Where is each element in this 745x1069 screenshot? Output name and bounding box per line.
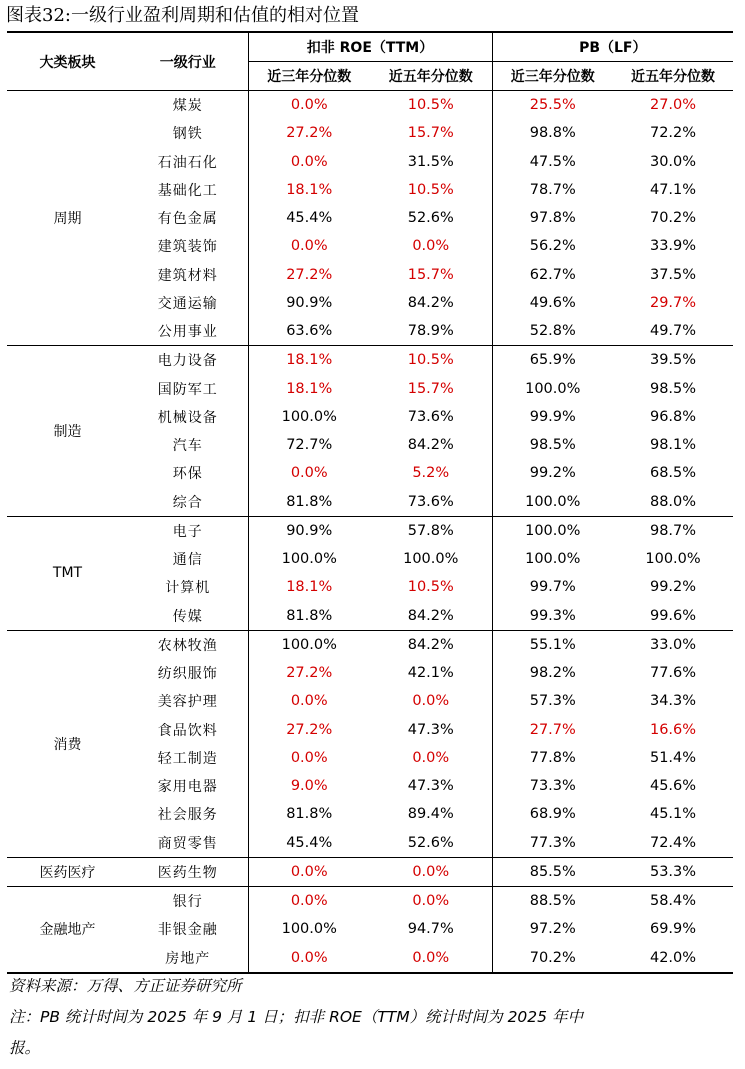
pb-3y-cell: 73.3% [492,772,613,800]
header-pb-5y: 近五年分位数 [613,62,733,91]
roe-5y-cell: 15.7% [407,125,454,142]
industry-cell: 机械设备 [157,409,218,426]
roe-3y-cell: 0.0% [248,944,370,973]
header-roe-group: 扣非 ROE（TTM） [248,32,492,62]
roe-5y-cell: 47.3% [407,778,454,795]
footnote-line-2: 报。 [9,1039,41,1057]
roe-5y-cell: 94.7% [407,921,454,938]
roe-5y-cell: 89.4% [407,806,454,823]
roe-3y-cell: 18.1% [248,375,370,403]
industry-cell: 医药生物 [128,857,248,886]
industry-cell: 建筑材料 [157,267,218,284]
roe-3y-cell: 27.2% [248,716,370,744]
roe-3y-cell: 63.6% [248,317,370,346]
industry-cell: 家用电器 [157,779,218,796]
roe-3y-cell: 18.1% [248,176,370,204]
roe-3y-cell: 45.4% [248,829,370,858]
industry-cell: 银行 [128,887,248,916]
pb-3y-cell: 99.3% [492,602,613,631]
pb-3y-cell: 99.7% [492,573,613,601]
roe-5y-cell: 0.0% [370,944,492,973]
industry-cell: 有色金属 [157,211,218,228]
roe-3y-cell: 0.0% [248,687,370,715]
roe-5y-cell: 10.5% [407,579,454,596]
industry-cell: 汽车 [172,438,203,455]
roe-3y-cell: 72.7% [248,431,370,459]
pb-3y-cell: 47.5% [492,148,613,176]
roe-3y-cell: 27.2% [248,261,370,289]
pb-5y-cell: 33.0% [613,630,733,659]
industry-cell: 电力设备 [128,346,248,375]
industry-valuation-table [7,31,733,974]
pb-5y-cell: 98.7% [613,516,733,545]
pb-3y-cell: 52.8% [492,317,613,346]
category-cell: TMT [7,516,128,630]
pb-5y-cell: 30.0% [649,153,697,170]
roe-3y-cell: 81.8% [248,602,370,631]
pb-5y-cell: 51.4% [649,749,697,766]
industry-cell: 纺织服饰 [157,666,218,683]
pb-3y-cell: 49.6% [492,289,613,317]
table-row [7,630,733,659]
roe-3y-cell: 0.0% [248,459,370,487]
pb-3y-cell: 56.2% [492,232,613,260]
pb-3y-cell: 97.8% [492,204,613,232]
pb-3y-cell: 100.0% [492,488,613,517]
pb-5y-cell: 42.0% [613,944,733,973]
industry-cell: 综合 [172,494,203,511]
pb-5y-cell: 96.8% [649,408,697,425]
roe-5y-cell: 0.0% [370,857,492,886]
roe-5y-cell: 47.3% [407,721,454,738]
roe-3y-cell: 27.2% [248,119,370,147]
roe-5y-cell: 84.2% [407,294,454,311]
roe-3y-cell: 100.0% [248,403,370,431]
roe-3y-cell: 90.9% [248,516,370,545]
header-industry: 一级行业 [128,32,248,91]
industry-cell: 计算机 [165,580,211,597]
roe-5y-cell: 42.1% [407,665,454,682]
table-row [7,857,733,886]
roe-5y-cell: 10.5% [370,346,492,375]
header-category: 大类板块 [7,32,128,91]
pb-3y-cell: 98.5% [492,431,613,459]
pb-5y-cell: 34.3% [649,693,697,710]
roe-5y-cell: 73.6% [407,408,454,425]
industry-cell: 美容护理 [157,694,218,711]
pb-3y-cell: 85.5% [492,857,613,886]
roe-5y-cell: 0.0% [412,238,450,255]
roe-3y-cell: 0.0% [248,857,370,886]
roe-3y-cell: 45.4% [248,204,370,232]
roe-3y-cell: 81.8% [248,800,370,828]
roe-3y-cell: 9.0% [248,772,370,800]
industry-cell: 钢铁 [172,126,203,143]
category-cell: 医药医疗 [7,857,128,886]
pb-3y-cell: 100.0% [492,375,613,403]
roe-5y-cell: 84.2% [407,437,454,454]
industry-cell: 电子 [128,516,248,545]
pb-5y-cell: 70.2% [649,210,697,227]
pb-3y-cell: 100.0% [492,545,613,573]
pb-3y-cell: 98.8% [492,119,613,147]
roe-5y-cell: 0.0% [412,749,450,766]
roe-5y-cell: 0.0% [370,887,492,916]
pb-5y-cell: 68.5% [649,465,697,482]
industry-cell: 石油石化 [157,154,218,171]
pb-5y-cell: 49.7% [649,323,697,340]
industry-cell: 建筑装饰 [157,239,218,256]
industry-cell: 商贸零售 [157,835,218,852]
industry-cell: 公用事业 [157,324,218,341]
header-roe-5y: 近五年分位数 [370,62,492,91]
roe-5y-cell: 100.0% [403,551,459,568]
pb-3y-cell: 25.5% [492,91,613,120]
pb-3y-cell: 27.7% [492,716,613,744]
roe-3y-cell: 100.0% [248,915,370,943]
roe-5y-cell: 15.7% [407,380,454,397]
category-cell: 金融地产 [7,887,128,973]
roe-5y-cell: 78.9% [407,323,454,340]
pb-5y-cell: 98.1% [649,437,697,454]
pb-5y-cell: 53.3% [613,857,733,886]
roe-3y-cell: 81.8% [248,488,370,517]
pb-5y-cell: 72.4% [649,834,697,851]
industry-cell: 环保 [172,466,203,483]
industry-cell: 社会服务 [157,807,218,824]
pb-5y-cell: 72.2% [649,125,697,142]
roe-5y-cell: 5.2% [412,465,450,482]
pb-5y-cell: 45.6% [649,778,697,795]
roe-3y-cell: 0.0% [248,744,370,772]
roe-3y-cell: 27.2% [248,659,370,687]
industry-cell: 轻工制造 [157,750,218,767]
roe-5y-cell: 10.5% [407,181,454,198]
roe-5y-cell: 84.2% [407,607,454,624]
table-row [7,346,733,375]
roe-5y-cell: 15.7% [407,266,454,283]
industry-cell: 国防军工 [157,381,218,398]
pb-3y-cell: 100.0% [492,516,613,545]
roe-5y-cell: 57.8% [370,516,492,545]
industry-cell: 交通运输 [157,295,218,312]
pb-3y-cell: 70.2% [492,944,613,973]
category-cell: 消费 [7,630,128,857]
pb-5y-cell: 99.6% [649,607,697,624]
industry-cell: 煤炭 [172,98,203,115]
pb-3y-cell: 77.8% [492,744,613,772]
pb-3y-cell: 57.3% [492,687,613,715]
header-roe-3y: 近三年分位数 [248,62,370,91]
roe-3y-cell: 18.1% [248,346,370,375]
pb-5y-cell: 77.6% [649,665,697,682]
industry-cell: 通信 [172,552,203,569]
pb-5y-cell: 99.2% [649,579,697,596]
pb-3y-cell: 88.5% [492,887,613,916]
roe-3y-cell: 0.0% [248,232,370,260]
pb-3y-cell: 68.9% [492,800,613,828]
pb-3y-cell: 78.7% [492,176,613,204]
industry-cell: 房地产 [128,944,248,973]
roe-3y-cell: 18.1% [248,573,370,601]
pb-3y-cell: 99.9% [492,403,613,431]
pb-3y-cell: 98.2% [492,659,613,687]
header-pb-3y: 近三年分位数 [492,62,613,91]
roe-5y-cell: 31.5% [407,153,454,170]
pb-5y-cell: 33.9% [649,238,697,255]
roe-5y-cell: 0.0% [412,693,450,710]
roe-3y-cell: 0.0% [248,148,370,176]
roe-3y-cell: 0.0% [248,887,370,916]
pb-3y-cell: 62.7% [492,261,613,289]
pb-3y-cell: 55.1% [492,630,613,659]
pb-5y-cell: 100.0% [645,551,701,568]
pb-5y-cell: 27.0% [649,97,697,114]
roe-5y-cell: 52.6% [407,834,454,851]
figure-title: 图表32:一级行业盈利周期和估值的相对位置 [6,5,359,26]
industry-cell: 基础化工 [157,182,218,199]
table-row [7,887,733,916]
table-body [7,91,733,973]
pb-5y-cell: 88.0% [649,493,697,510]
roe-5y-cell: 52.6% [407,210,454,227]
roe-3y-cell: 90.9% [248,289,370,317]
pb-5y-cell: 37.5% [649,266,697,283]
pb-5y-cell: 16.6% [649,721,697,738]
roe-5y-cell: 84.2% [370,630,492,659]
category-cell: 周期 [53,211,82,228]
pb-5y-cell: 45.1% [649,806,697,823]
roe-3y-cell: 100.0% [248,545,370,573]
roe-3y-cell: 0.0% [248,91,370,120]
footnote-line-1: 注：PB 统计时间为 2025 年 9 月 1 日；扣非 ROE（TTM）统计时间为 2025 年中 [9,1008,583,1026]
industry-cell: 传媒 [172,608,203,625]
pb-5y-cell: 58.4% [613,887,733,916]
industry-cell: 非银金融 [157,922,218,939]
source-note: 资料来源：万得、方正证券研究所 [9,977,242,995]
pb-5y-cell: 29.7% [649,294,697,311]
category-cell: 制造 [7,346,128,517]
roe-5y-cell: 73.6% [407,493,454,510]
pb-5y-cell: 47.1% [649,181,697,198]
roe-5y-cell: 10.5% [407,97,454,114]
pb-5y-cell: 39.5% [613,346,733,375]
header-pb-group: PB（LF） [492,32,733,62]
table-row [7,516,733,545]
pb-3y-cell: 97.2% [492,915,613,943]
pb-3y-cell: 65.9% [492,346,613,375]
roe-3y-cell: 100.0% [248,630,370,659]
industry-cell: 食品饮料 [157,722,218,739]
pb-5y-cell: 98.5% [649,380,697,397]
pb-3y-cell: 77.3% [492,829,613,858]
pb-3y-cell: 99.2% [492,459,613,487]
industry-cell: 农林牧渔 [128,630,248,659]
pb-5y-cell: 69.9% [649,921,697,938]
table-row [7,91,733,120]
